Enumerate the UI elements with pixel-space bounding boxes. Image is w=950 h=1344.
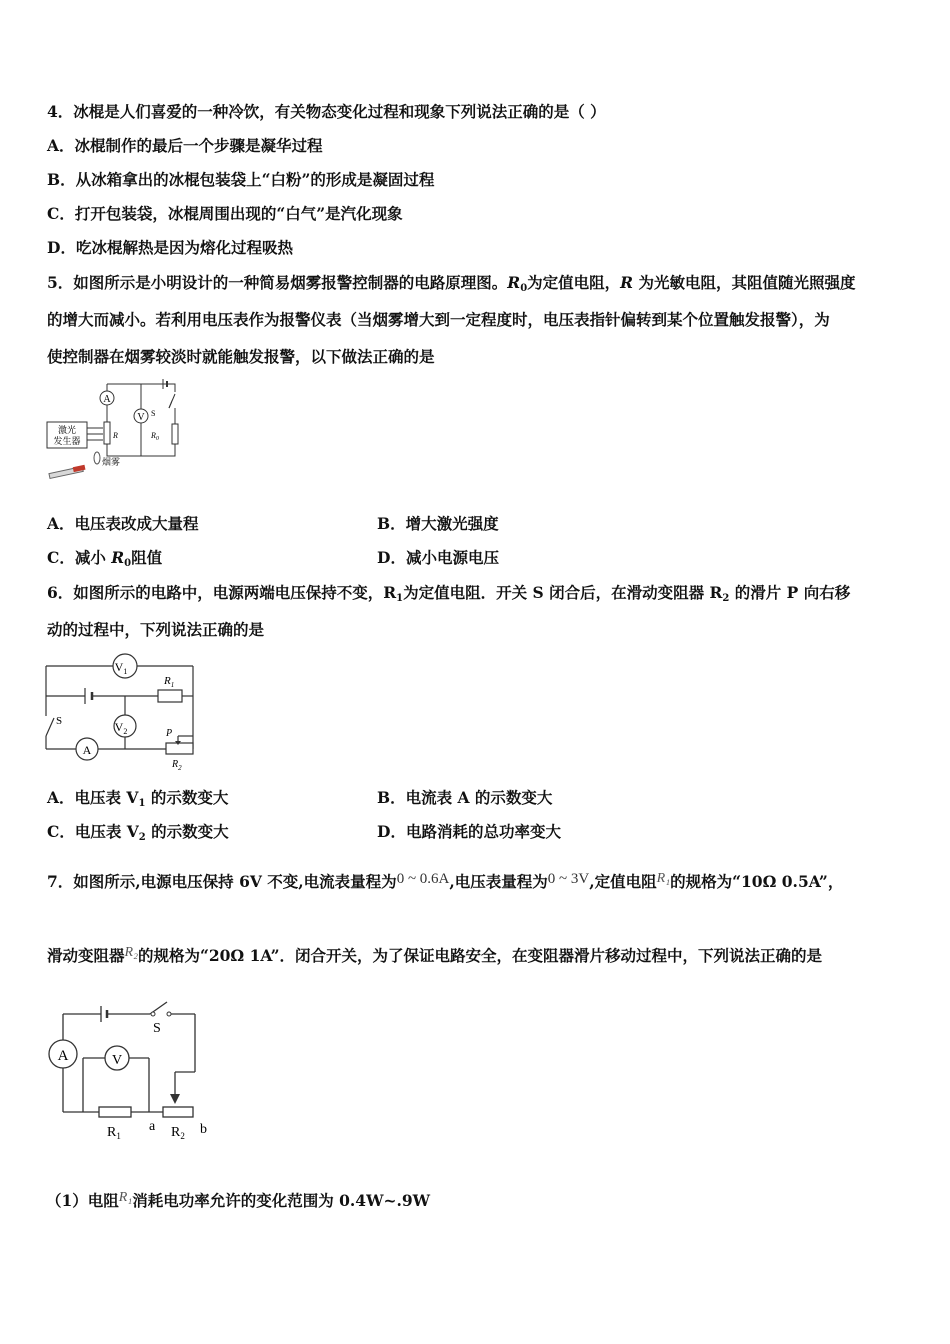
q5-laser-label-2: 发生器 xyxy=(53,436,81,446)
q5-stem-line1: 5．如图所示是小明设计的一种简易烟雾报警控制器的电路原理图。$R_0$为定值电阻，R 为光敏电阻，其阻值随光照强度 xyxy=(47,273,856,294)
q7-voltmeter-label: V xyxy=(111,1053,123,1068)
q4-option-b: B．从冰箱拿出的冰棍包装袋上“白粉”的形成是凝固过程 xyxy=(47,170,435,189)
q6-ammeter-label: A xyxy=(82,743,92,757)
q6-slider-label: P xyxy=(166,728,173,739)
q7-switch-label: S xyxy=(153,1021,161,1036)
q7-r2-label: $R_2$ xyxy=(171,1125,185,1141)
q4-stem: 4．冰棍是人们喜爱的一种冷饮，有关物态变化过程和现象下列说法正确的是（ ） xyxy=(47,102,606,121)
q5-voltmeter-label: V xyxy=(137,412,145,423)
q6-resistor-r1 xyxy=(158,690,182,702)
q7-switch-contact xyxy=(167,1012,171,1016)
q5-smoke-icon xyxy=(94,452,100,464)
q7-r2-symbol: R₂ xyxy=(124,945,138,960)
q5-r-label: R xyxy=(113,431,118,440)
q7-ammeter-label: A xyxy=(57,1048,69,1064)
q6-r2-label: $R_2$ xyxy=(172,759,182,772)
q7-r1-symbol: R₁ xyxy=(656,871,671,886)
q6-stem-line2: 动的过程中，下列说法正确的是 xyxy=(47,620,265,639)
q4-option-d: D．吃冰棍解热是因为熔化过程吸热 xyxy=(47,238,293,257)
q6-stem-line1: 6．如图所示的电路中，电源两端电压保持不变，$R_1$为定值电阻．开关 S 闭合后，在滑动变阻器 $R_2$ 的滑片 P 向右移 xyxy=(47,583,851,604)
q5-resistor-r xyxy=(104,422,110,444)
q7-point-a: a xyxy=(149,1119,156,1134)
q5-option-a: A．电压表改成大量程 xyxy=(47,514,199,533)
q5-laser-label-1: 激光 xyxy=(57,425,77,435)
q4-option-c: C．打开包装袋，冰棍周围出现的“白气”是汽化现象 xyxy=(47,204,403,223)
q6-option-b: B．电流表 A 的示数变大 xyxy=(377,788,553,807)
q7-current-range: 0 ~ 0.6A xyxy=(396,871,450,887)
q7-resistor-r2 xyxy=(163,1107,193,1117)
q7-stem-line2: 滑动变阻器R₂的规格为“20Ω 1A”．闭合开关，为了保证电路安全，在变阻器滑片移动过程中，下列说法正确的是 xyxy=(47,945,823,965)
q6-v2-label: $V_2$ xyxy=(114,720,128,736)
q5-option-c: C．减小 $R_0$阻值 xyxy=(47,548,163,569)
q6-option-a: A．电压表 $V_1$ 的示数变大 xyxy=(47,788,229,809)
q6-v1-label: $V_1$ xyxy=(114,660,128,676)
q5-ammeter-label: A xyxy=(103,394,111,405)
q7-point-b: b xyxy=(200,1122,207,1137)
q7-slider-arrow-icon xyxy=(170,1094,180,1104)
q5-stem-line3: 使控制器在烟雾较淡时就能触发报警，以下做法正确的是 xyxy=(47,347,435,366)
q6-switch-label: S xyxy=(56,715,63,727)
q7-voltage-range: 0 ~ 3V xyxy=(547,871,590,887)
q7-switch-pivot xyxy=(151,1012,155,1016)
q7-item-1: （1）电阻R₁消耗电功率允许的变化范围为 0.4W~.9W xyxy=(46,1190,431,1210)
q4-option-a: A．冰棍制作的最后一个步骤是凝华过程 xyxy=(47,136,323,155)
q7-item1-r1-symbol: R₁ xyxy=(118,1190,133,1205)
q5-option-b: B．增大激光强度 xyxy=(377,514,499,533)
q6-option-d: D．电路消耗的总功率变大 xyxy=(377,822,561,841)
q6-r1-label: $R_1$ xyxy=(164,675,175,689)
q5-smoke-label: 烟雾 xyxy=(102,457,121,467)
q5-switch-label: S xyxy=(151,409,156,418)
q6-option-c: C．电压表 $V_2$ 的示数变大 xyxy=(47,822,229,843)
q7-resistor-r1 xyxy=(99,1107,131,1117)
q5-r0-label: $R_0$ xyxy=(151,431,159,442)
q7-circuit-figure xyxy=(45,1000,220,1142)
q5-resistor-r0 xyxy=(172,424,178,444)
q7-stem-line1: 7．如图所示,电源电压保持 6V 不变,电流表量程为0 ~ 0.6A,电压表量程为0 ~ 3V,定值电阻R₁的规格为“10Ω 0.5A”， xyxy=(47,871,844,891)
q7-r1-label: $R_1$ xyxy=(107,1125,121,1141)
q5-stem-line2: 的增大而减小。若利用电压表作为报警仪表（当烟雾增大到一定程度时，电压表指针偏转到某个位置触发报警），为 xyxy=(47,310,830,329)
q5-circuit-figure xyxy=(45,378,185,482)
q5-option-d: D．减小电源电压 xyxy=(377,548,499,567)
q6-resistor-r2 xyxy=(166,743,193,754)
q6-circuit-figure xyxy=(40,650,205,775)
